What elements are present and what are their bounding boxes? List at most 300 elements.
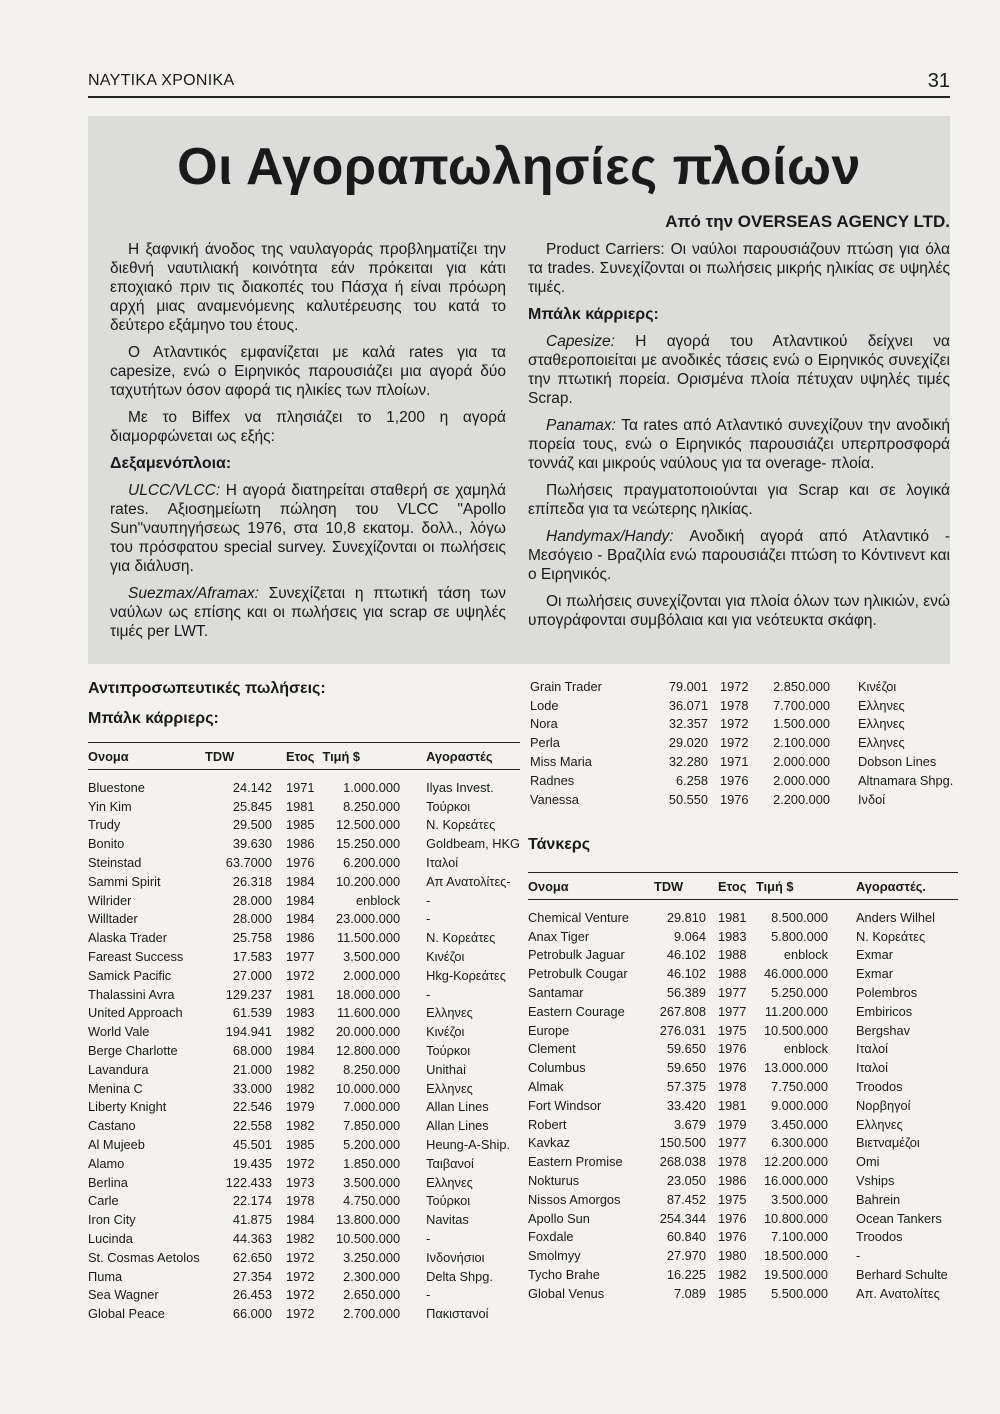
table-row: [528, 1040, 958, 1059]
price-cell: 3.500.000: [771, 1191, 828, 1207]
ship-name-cell: World Vale: [88, 1024, 150, 1040]
ship-name-cell: Kavkaz: [528, 1135, 570, 1151]
year-cell: 1972: [285, 1287, 315, 1303]
panamax-label: Panamax:: [546, 417, 616, 434]
buyer-cell: Delta Shpg.: [426, 1268, 493, 1284]
year-cell: 1982: [285, 1061, 315, 1077]
ship-name-cell: Alaska Trader: [88, 930, 167, 946]
table-row: [528, 1096, 958, 1115]
price-cell: 2.650.000: [343, 1287, 401, 1303]
tdw-cell: 16.225: [666, 1267, 706, 1283]
year-cell: 1978: [720, 697, 749, 713]
table-header-row: [88, 743, 520, 770]
price-cell: 5.200.000: [343, 1137, 401, 1153]
tdw-cell: 194.941: [225, 1024, 272, 1040]
table-row: [528, 1152, 958, 1171]
year-cell: 1972: [285, 1268, 315, 1284]
tdw-cell: 9.064: [673, 928, 706, 944]
ship-name-cell: Carle: [88, 1193, 119, 1209]
buyer-cell: Απ. Ανατολίτες: [856, 1285, 940, 1301]
buyer-cell: Ν. Κορεάτες: [426, 930, 496, 946]
buyer-cell: Ταιβανοί: [426, 1155, 474, 1171]
table-row: [528, 1209, 958, 1228]
tdw-cell: 27.354: [232, 1268, 272, 1284]
year-cell: 1985: [285, 1137, 315, 1153]
year-cell: 1978: [718, 1079, 747, 1095]
buyer-cell: Exmar: [856, 947, 893, 963]
column-header: Ετος: [718, 878, 747, 894]
price-cell: 6.200.000: [343, 855, 401, 871]
ship-name-cell: Lucinda: [88, 1231, 133, 1247]
tdw-cell: 32.357: [668, 716, 708, 732]
price-cell: 19.500.000: [763, 1267, 828, 1283]
year-cell: 1982: [285, 1231, 315, 1247]
tdw-cell: 87.452: [666, 1191, 706, 1207]
tdw-cell: 23.050: [666, 1173, 706, 1189]
buyer-cell: Vships: [856, 1173, 895, 1189]
ship-name-cell: Liberty Knight: [88, 1099, 167, 1115]
price-cell: 6.300.000: [771, 1135, 828, 1151]
buyer-cell: Goldbeam, HKG: [426, 836, 520, 852]
year-cell: 1976: [720, 772, 749, 788]
article-source: Από την OVERSEAS AGENCY LTD.: [665, 212, 950, 231]
table-row: [528, 1246, 958, 1265]
ship-name-cell: Europe: [528, 1022, 570, 1038]
buyer-cell: -: [426, 1287, 431, 1303]
year-cell: 1988: [718, 947, 747, 963]
table-row: [88, 853, 520, 872]
column-header: Αγοραστές.: [856, 878, 926, 894]
year-cell: 1973: [285, 1174, 315, 1190]
article-title: Οι Αγοραπωλησίες πλοίων: [177, 138, 861, 196]
price-cell: 8.250.000: [343, 798, 401, 814]
price-cell: enblock: [783, 947, 828, 963]
year-cell: 1984: [285, 892, 315, 908]
year-cell: 1978: [285, 1193, 315, 1209]
ship-name-cell: Πuma: [88, 1268, 123, 1284]
price-cell: 7.750.000: [771, 1079, 828, 1095]
ship-name-cell: Samick Pacific: [88, 967, 172, 983]
table-row: [88, 1004, 520, 1023]
price-cell: 4.750.000: [343, 1193, 401, 1209]
table-row: [88, 947, 520, 966]
buyer-cell: -: [426, 911, 431, 927]
year-cell: 1984: [285, 873, 315, 889]
price-cell: 2.100.000: [773, 735, 830, 751]
buyer-cell: Τούρκοι: [426, 798, 471, 814]
tdw-cell: 62.650: [232, 1249, 272, 1265]
price-cell: 11.500.000: [336, 930, 401, 946]
price-cell: 1.850.000: [343, 1155, 401, 1171]
year-cell: 1981: [718, 1097, 747, 1113]
price-cell: 1.000.000: [343, 779, 401, 795]
year-cell: 1975: [718, 1191, 747, 1207]
year-cell: 1977: [718, 985, 747, 1001]
capesize-text: Η αγορά του Ατλαντικού δείχνει να σταθεροποιείται με ανοδικές τάσεις ενώ ο Ειρηνικός συνεχίζει την πτωτική πορεία. Ορισμένα πλοία πέτυχαν υψηλές τιμές Scrap.: [528, 333, 950, 407]
tdw-cell: 39.630: [232, 836, 272, 852]
tdw-cell: 276.031: [659, 1022, 706, 1038]
price-cell: 10.500.000: [763, 1022, 828, 1038]
bulk-sales-table-continued: [530, 677, 960, 809]
biffex-paragraph: Με το Biffex να πλησιάζει το 1,200 η αγορά διαμορφώνεται ως εξής:: [110, 409, 506, 445]
buyer-cell: Ινδονήσιοι: [426, 1249, 485, 1265]
ship-name-cell: Bluestone: [88, 779, 145, 795]
table-row: [88, 770, 520, 797]
tdw-cell: 122.433: [225, 1174, 272, 1190]
price-cell: 7.850.000: [343, 1118, 401, 1134]
tdw-cell: 3.679: [673, 1116, 706, 1132]
table-row: [530, 790, 960, 809]
year-cell: 1976: [718, 1041, 747, 1057]
table-row: [530, 771, 960, 790]
tdw-cell: 27.000: [232, 967, 272, 983]
ship-name-cell: Lavandura: [88, 1061, 149, 1077]
year-cell: 1977: [718, 1003, 747, 1019]
tanker-sales-table: [528, 872, 958, 1303]
panamax-text: Τα rates από Ατλαντικό συνεχίζουν την ανοδική πορεία τους, ενώ ο Ειρηνικός παρουσιάζει υπερπροσφορά τοννάζ και μικρούς ναύλους για τα overage- πλοία.: [528, 417, 950, 472]
tdw-cell: 66.000: [232, 1306, 272, 1322]
suezmax-paragraph: [110, 584, 506, 641]
tdw-cell: 44.363: [232, 1231, 272, 1247]
buyer-cell: Unithai: [426, 1061, 466, 1077]
ship-name-cell: Menina C: [88, 1080, 143, 1096]
year-cell: 1984: [285, 1043, 315, 1059]
table-row: [528, 1171, 958, 1190]
table-row: [88, 1154, 520, 1173]
column-header: TDW: [654, 878, 684, 894]
tdw-cell: 25.758: [232, 930, 272, 946]
ship-name-cell: Global Peace: [88, 1306, 165, 1322]
buyer-cell: Troodos: [856, 1079, 903, 1095]
table-row: [530, 696, 960, 715]
table-row: [88, 872, 520, 891]
year-cell: 1984: [285, 1212, 315, 1228]
column-header: Ονομα: [528, 878, 569, 894]
ship-name-cell: Berlina: [88, 1174, 128, 1190]
price-cell: 16.000.000: [763, 1173, 828, 1189]
buyer-cell: -: [426, 1231, 431, 1247]
year-cell: 1976: [718, 1229, 747, 1245]
ship-name-cell: Al Mujeeb: [88, 1137, 145, 1153]
year-cell: 1983: [718, 928, 747, 944]
tdw-cell: 27.970: [666, 1248, 706, 1264]
ship-name-cell: Clement: [528, 1041, 576, 1057]
table-row: [88, 1116, 520, 1135]
table-row: [88, 1229, 520, 1248]
page-header: [88, 62, 950, 98]
buyer-cell: Ελληνες: [858, 735, 905, 751]
buyer-cell: Omi: [856, 1154, 880, 1170]
capesize-paragraph: [528, 332, 950, 408]
column-header: TDW: [205, 748, 235, 764]
price-cell: 18.000.000: [336, 986, 401, 1002]
year-cell: 1980: [718, 1248, 747, 1264]
ship-name-cell: Wilrider: [88, 892, 132, 908]
price-cell: 1.500.000: [773, 716, 830, 732]
tdw-cell: 46.102: [666, 966, 706, 982]
panamax-paragraph: [528, 416, 950, 473]
buyer-cell: Ιταλοί: [856, 1041, 888, 1057]
year-cell: 1972: [285, 1306, 315, 1322]
price-cell: 13.800.000: [336, 1212, 401, 1228]
tdw-cell: 56.389: [666, 985, 706, 1001]
ulcc-label: ULCC/VLCC:: [128, 482, 221, 499]
table-row: [88, 1248, 520, 1267]
table-row: [528, 1115, 958, 1134]
capesize-label: Capesize:: [546, 333, 615, 350]
ship-name-cell: Miss Maria: [530, 754, 592, 770]
buyer-cell: Ν. Κορεάτες: [426, 817, 496, 833]
buyer-cell: Ελληνες: [858, 716, 905, 732]
year-cell: 1986: [718, 1173, 747, 1189]
tdw-cell: 68.000: [232, 1043, 272, 1059]
suezmax-label: Suezmax/Aframax:: [128, 585, 259, 602]
ship-name-cell: Petrobulk Cougar: [528, 966, 628, 982]
year-cell: 1976: [718, 1060, 747, 1076]
table-row: [528, 1228, 958, 1247]
table-row: [88, 834, 520, 853]
tdw-cell: 26.318: [232, 873, 272, 889]
tdw-cell: 79.001: [668, 678, 708, 694]
price-cell: 5.250.000: [771, 985, 828, 1001]
handymax-label: Handymax/Handy:: [546, 528, 674, 545]
buyer-cell: Ocean Tankers: [856, 1210, 942, 1226]
price-cell: 2.200.000: [773, 791, 830, 807]
tdw-cell: 24.142: [232, 779, 272, 795]
price-cell: 2.850.000: [773, 678, 830, 694]
ulcc-text: Η αγορά διατηρείται σταθερή σε χαμηλά rates. Αξιοσημείωτη πώληση του VLCC "Apollo Sun"ναυπηγήσεως 1976, στα 10,8 εκατομ. δολλ., λόγω του πρόσφατου special survey. Συνεχίζονται οι πωλήσεις για διάλυση.: [110, 482, 506, 575]
tankers-heading: Δεξαμενόπλοια:: [110, 455, 232, 472]
intro-paragraph: Η ξαφνική άνοδος της ναυλαγοράς προβληματίζει την διεθνή ναυτιλιακή κοινότητα εάν πρόκειται για κάτι εποχιακό πριν τις διακοπές του Πάσχα ή είναι πρόωρη αρχή μιας αναμενόμενης καλυτέρευσης του κατά το δεύτερο εξάμηνο του έτους.: [110, 241, 506, 334]
price-cell: 10.500.000: [336, 1231, 401, 1247]
price-cell: 3.450.000: [771, 1116, 828, 1132]
table-row: [530, 715, 960, 734]
tdw-cell: 46.102: [666, 947, 706, 963]
buyer-cell: Hkg-Κορεάτες: [426, 967, 506, 983]
year-cell: 1971: [720, 754, 749, 770]
ship-name-cell: Trudy: [88, 817, 121, 833]
year-cell: 1971: [285, 779, 315, 795]
handymax-paragraph: [528, 527, 950, 584]
suezmax-text: Συνεχίζεται η πτωτική τάση των ναύλων ως επίσης και οι πωλήσεις για scrap σε υψηλές τιμές per LWT.: [110, 585, 506, 640]
buyer-cell: Απ Ανατολίτες-: [426, 873, 511, 889]
scrap-paragraph: Πωλήσεις πραγματοποιούνται για Scrap και σε λογικά επίπεδα για τα νεώτερης ηλικίας.: [528, 482, 950, 518]
tdw-cell: 29.500: [232, 817, 272, 833]
ship-name-cell: Fort Windsor: [528, 1097, 602, 1113]
buyer-cell: Ινδοί: [858, 791, 886, 807]
buyer-cell: Ιταλοί: [426, 855, 459, 871]
ulcc-paragraph: [110, 481, 506, 576]
price-cell: 2.700.000: [343, 1306, 401, 1322]
tdw-cell: 17.583: [232, 949, 272, 965]
ship-name-cell: Berge Charlotte: [88, 1043, 178, 1059]
ship-name-cell: Robert: [528, 1116, 567, 1132]
ship-name-cell: Chemical Venture: [528, 909, 630, 925]
price-cell: 9.000.000: [771, 1097, 828, 1113]
table-row: [88, 1267, 520, 1286]
table-row: [88, 816, 520, 835]
price-cell: 10.000.000: [336, 1080, 401, 1096]
buyer-cell: -: [426, 986, 431, 1002]
table-row: [88, 910, 520, 929]
buyer-cell: Allan Lines: [426, 1099, 489, 1115]
table-row: [88, 966, 520, 985]
buyer-cell: Berhard Schulte: [856, 1267, 948, 1283]
table-row: [528, 900, 958, 927]
year-cell: 1977: [285, 949, 315, 965]
year-cell: 1982: [718, 1267, 747, 1283]
buyer-cell: Κινέζοι: [426, 1024, 465, 1040]
price-cell: 23.000.000: [336, 911, 401, 927]
price-cell: 8.500.000: [771, 909, 828, 925]
price-cell: 5.500.000: [771, 1285, 828, 1301]
buyer-cell: Πακιστανοί: [426, 1306, 489, 1322]
atlantic-paragraph: Ο Ατλαντικός εμφανίζεται με καλά rates για τα capesize, ενώ ο Ειρηνικός παρουσιάζει μια αγορά δύο ταχυτήτων όσον αφορά τις ηλικίες των πλοίων.: [110, 344, 506, 399]
ship-name-cell: Vanessa: [530, 791, 579, 807]
table-header-row: [528, 873, 958, 900]
price-cell: 7.000.000: [343, 1099, 401, 1115]
tdw-cell: 63.7000: [225, 855, 272, 871]
ship-name-cell: Perla: [530, 735, 560, 751]
table-row: [88, 1041, 520, 1060]
tanker-sales-title: Τάνκερς: [528, 836, 591, 853]
price-cell: 20.000.000: [336, 1024, 401, 1040]
buyer-cell: Heung-A-Ship.: [426, 1137, 511, 1153]
year-cell: 1985: [285, 817, 315, 833]
price-cell: 8.250.000: [343, 1061, 401, 1077]
ship-name-cell: Nokturus: [528, 1173, 580, 1189]
table-row: [88, 928, 520, 947]
tdw-cell: 28.000: [232, 892, 272, 908]
year-cell: 1972: [285, 967, 315, 983]
ship-name-cell: Almak: [528, 1079, 564, 1095]
ship-name-cell: Castano: [88, 1118, 136, 1134]
table-row: [528, 983, 958, 1002]
ship-name-cell: United Approach: [88, 1005, 183, 1021]
price-cell: 2.000.000: [343, 967, 401, 983]
buyer-cell: Anders Wilhel: [856, 909, 935, 925]
representative-sales-heading: Αντιπροσωπευτικές πωλήσεις:: [88, 680, 326, 697]
buyer-cell: Ilyas Invest.: [426, 779, 494, 795]
table-row: [528, 1284, 958, 1303]
year-cell: 1975: [718, 1022, 747, 1038]
tdw-cell: 268.038: [659, 1154, 706, 1170]
price-cell: 10.800.000: [763, 1210, 828, 1226]
article-column-left: [110, 240, 506, 649]
table-row: [88, 1135, 520, 1154]
year-cell: 1972: [720, 716, 749, 732]
table-row: [88, 1192, 520, 1211]
year-cell: 1972: [285, 1249, 315, 1265]
tdw-cell: 41.875: [232, 1212, 272, 1228]
bulk-sales-table: [88, 742, 520, 1323]
table-row: [88, 891, 520, 910]
ship-name-cell: Nissos Amorgos: [528, 1191, 621, 1207]
column-header: Ετος: [285, 748, 315, 764]
tdw-cell: 129.237: [225, 986, 272, 1002]
table-row: [530, 733, 960, 752]
year-cell: 1981: [285, 986, 315, 1002]
buyer-cell: Ν. Κορεάτες: [856, 928, 926, 944]
price-cell: 11.600.000: [336, 1005, 401, 1021]
year-cell: 1984: [285, 911, 315, 927]
buyer-cell: Βιετναμέζοι: [856, 1135, 920, 1151]
year-cell: 1986: [285, 930, 315, 946]
tdw-cell: 254.344: [659, 1210, 706, 1226]
ship-name-cell: Eastern Courage: [528, 1003, 625, 1019]
price-cell: 3.500.000: [343, 1174, 401, 1190]
table-row: [528, 1190, 958, 1209]
ship-name-cell: Steinstad: [88, 855, 142, 871]
price-cell: 12.200.000: [763, 1154, 828, 1170]
table-row: [530, 752, 960, 771]
ship-name-cell: Grain Trader: [530, 678, 602, 694]
year-cell: 1981: [285, 798, 315, 814]
tdw-cell: 59.650: [666, 1060, 706, 1076]
buyer-cell: Polembros: [856, 985, 918, 1001]
ship-name-cell: Global Venus: [528, 1285, 605, 1301]
table-row: [88, 1286, 520, 1305]
tdw-cell: 22.174: [232, 1193, 272, 1209]
buyer-cell: Troodos: [856, 1229, 903, 1245]
tdw-cell: 29.810: [666, 909, 706, 925]
table-row: [88, 1022, 520, 1041]
ship-name-cell: Apollo Sun: [528, 1210, 590, 1226]
year-cell: 1983: [285, 1005, 315, 1021]
table-row: [528, 1077, 958, 1096]
buyer-cell: Κινέζοι: [858, 678, 897, 694]
year-cell: 1972: [720, 735, 749, 751]
ship-name-cell: St. Cosmas Aetolos: [88, 1249, 200, 1265]
price-cell: 5.800.000: [771, 928, 828, 944]
table-row: [88, 1060, 520, 1079]
table-row: [88, 1210, 520, 1229]
buyer-cell: -: [426, 892, 431, 908]
ship-name-cell: Smolmyy: [528, 1248, 581, 1264]
price-cell: enblock: [355, 892, 401, 908]
buyer-cell: Ελληνες: [856, 1116, 903, 1132]
table-row: [528, 927, 958, 946]
year-cell: 1981: [718, 909, 747, 925]
year-cell: 1979: [718, 1116, 747, 1132]
bulk-heading: Μπάλκ κάρριερς:: [528, 306, 659, 323]
year-cell: 1985: [718, 1285, 747, 1301]
ship-name-cell: Nora: [530, 716, 558, 732]
ship-name-cell: Willtader: [88, 911, 138, 927]
buyer-cell: Ιταλοί: [856, 1060, 888, 1076]
tdw-cell: 29.020: [668, 735, 708, 751]
handymax-text: Ανοδική αγορά από Ατλαντικό - Μεσόγειο - Βραζιλία ενώ παρουσιάζει πτώση το Κόντινεντ και ο Ειρηνικός.: [528, 528, 950, 583]
ship-name-cell: Eastern Promise: [528, 1154, 623, 1170]
buyer-cell: Τούρκοι: [426, 1043, 471, 1059]
ship-name-cell: Bonito: [88, 836, 125, 852]
buyer-cell: Allan Lines: [426, 1118, 489, 1134]
ship-name-cell: Foxdale: [528, 1229, 574, 1245]
tdw-cell: 60.840: [666, 1229, 706, 1245]
tdw-cell: 21.000: [232, 1061, 272, 1077]
tdw-cell: 19.435: [232, 1155, 272, 1171]
tdw-cell: 7.089: [673, 1285, 706, 1301]
table-row: [528, 1058, 958, 1077]
ship-name-cell: Yin Kim: [88, 798, 132, 814]
column-header: Ονομα: [88, 748, 129, 764]
table-row: [528, 1134, 958, 1153]
tdw-cell: 33.420: [666, 1097, 706, 1113]
price-cell: 10.200.000: [336, 873, 401, 889]
ship-name-cell: Thalassini Avra: [88, 986, 175, 1002]
closing-paragraph: Οι πωλήσεις συνεχίζονται για πλοία όλων των ηλικιών, ενώ υπογράφονται συμβόλαια και για νεότευκτα σκάφη.: [528, 593, 950, 629]
bulk-sales-title: Μπάλκ κάρριερς:: [88, 710, 219, 727]
